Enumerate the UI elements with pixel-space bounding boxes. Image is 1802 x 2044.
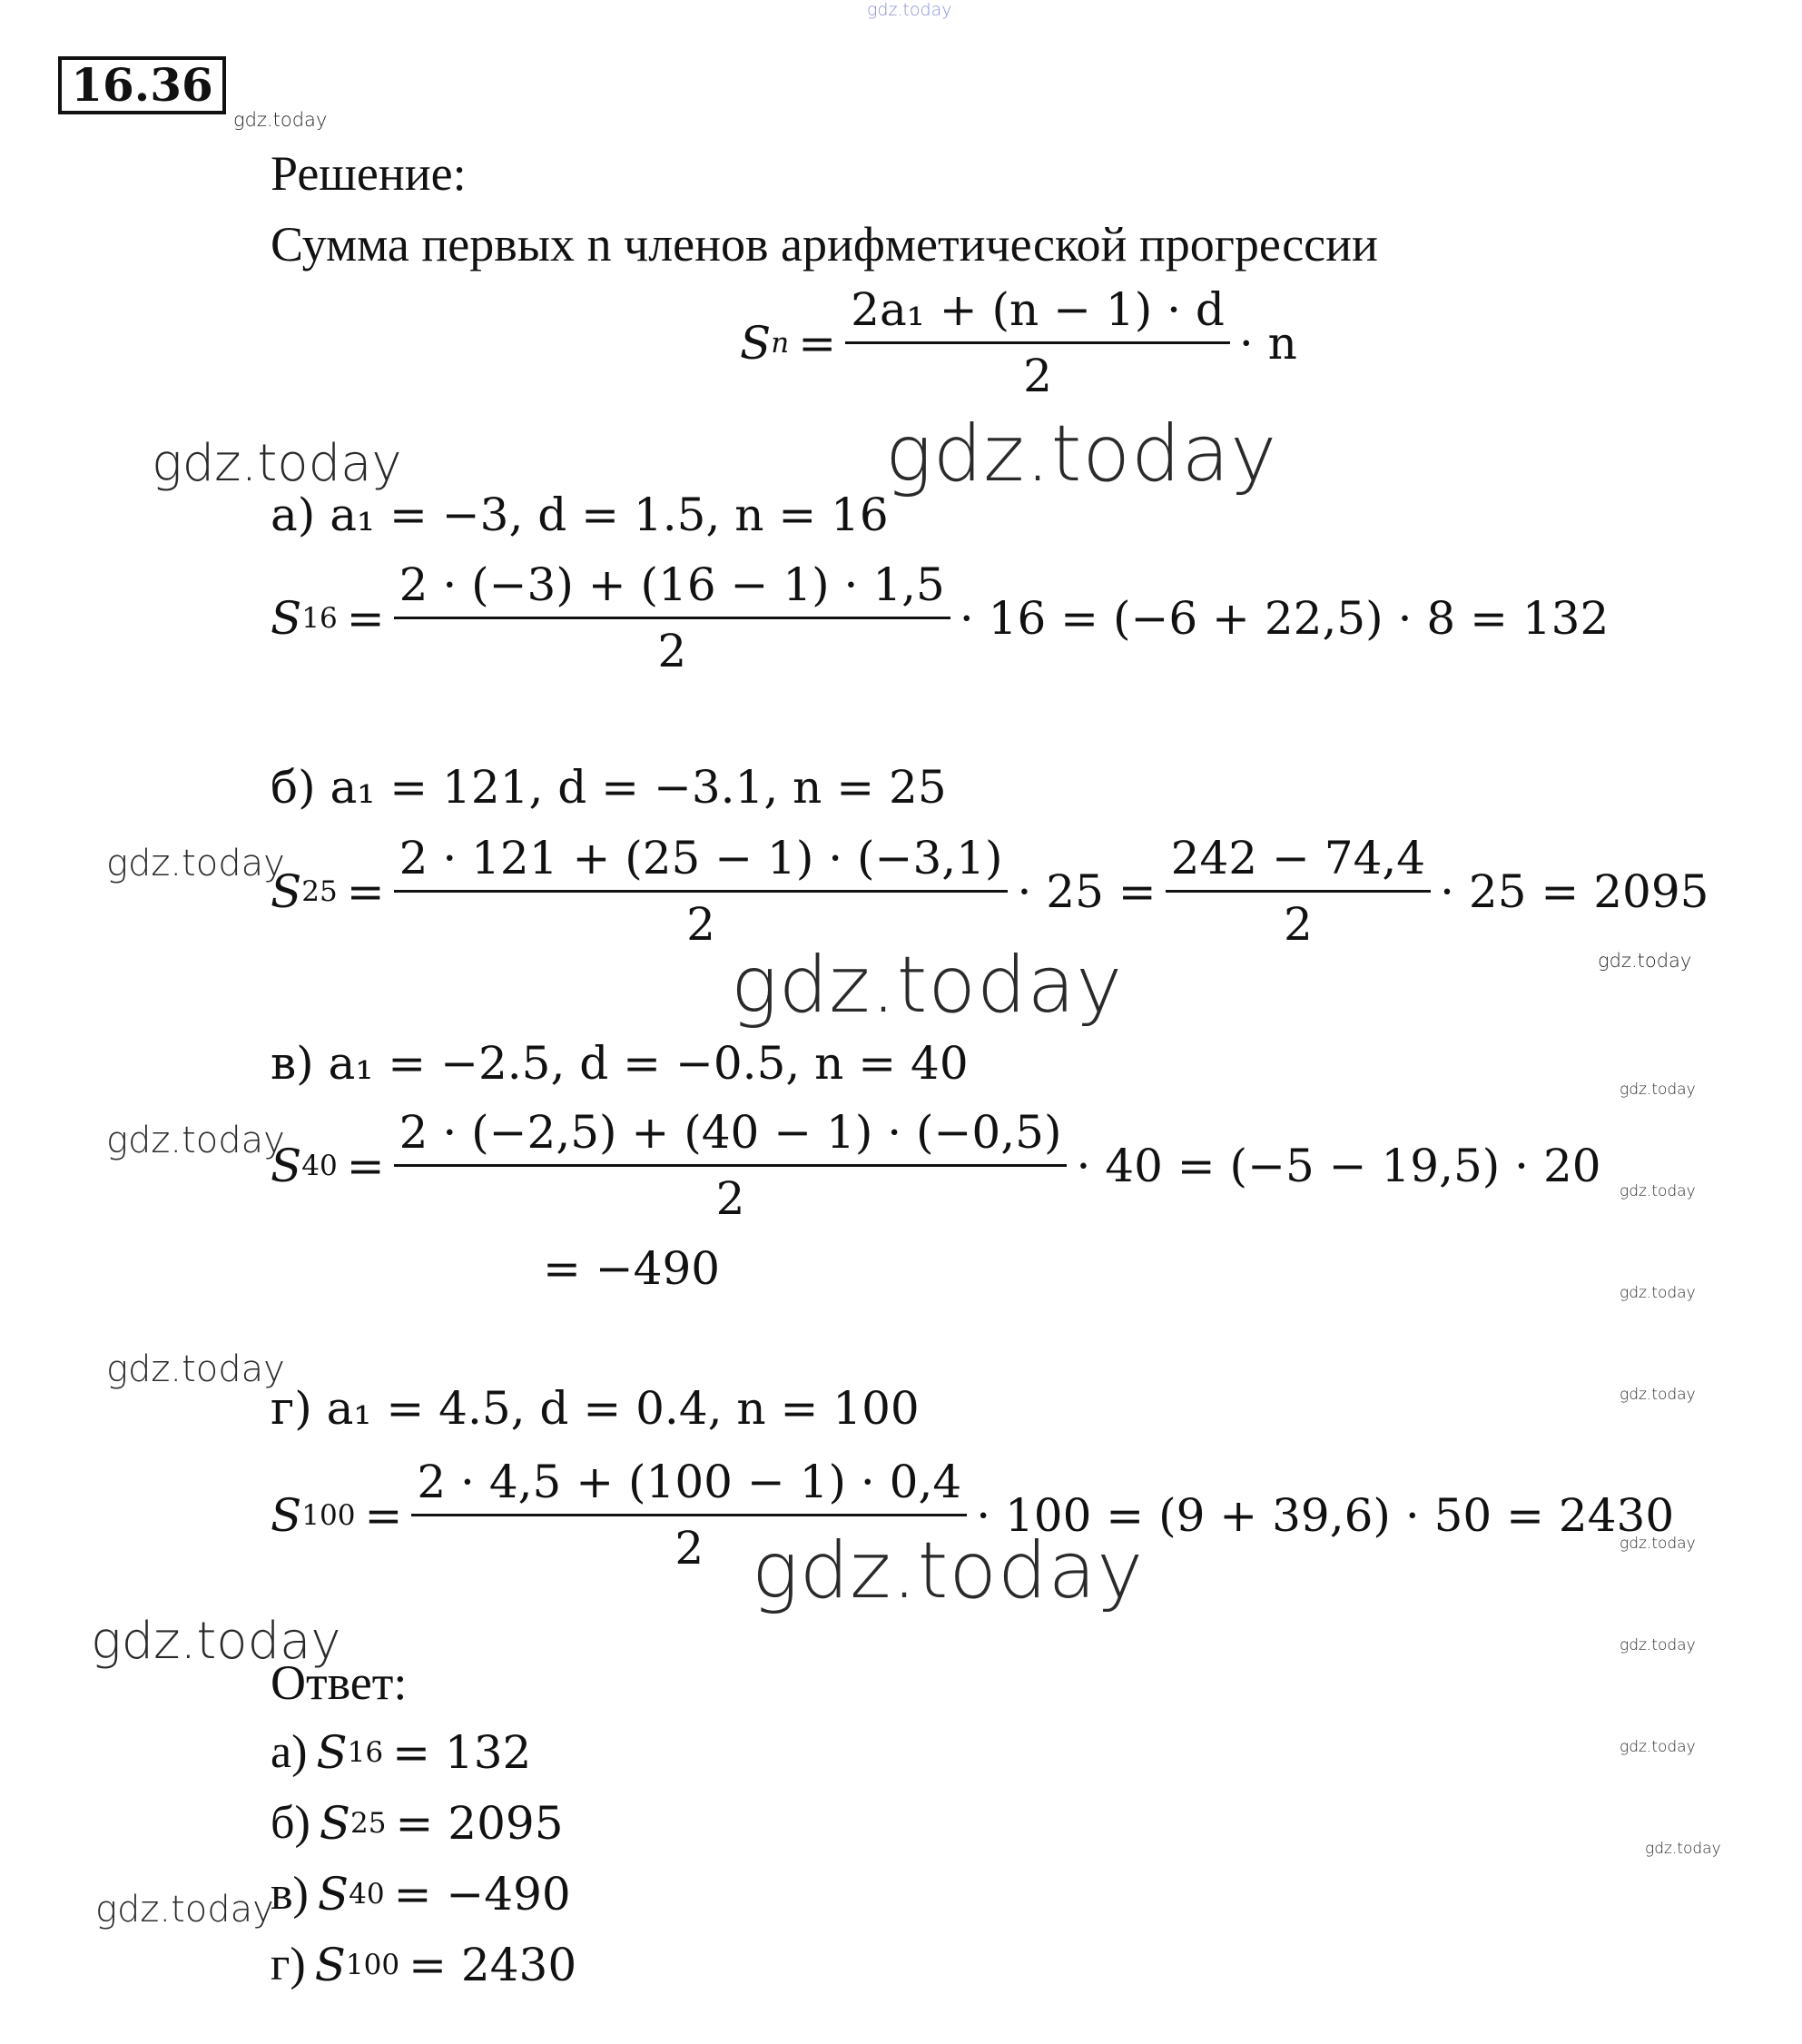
- watermark-small: gdz.today: [1620, 1182, 1696, 1200]
- part-b-denominator: 2: [686, 898, 715, 951]
- part-c-given: в) a₁ = −2.5, d = −0.5, n = 40: [271, 1037, 969, 1090]
- answer-c-sub: 40: [349, 1877, 385, 1911]
- answer-b-value: = 2095: [395, 1796, 564, 1850]
- part-b-fraction-2: [1166, 832, 1431, 951]
- part-d-given: г) a₁ = 4.5, d = 0.4, n = 100: [271, 1382, 920, 1435]
- part-b-equation: S 25 = $\frac{2 \cdot 121 + (25 - 1) \cdot (-3,1)}{2}$ · 25 = $\frac{242 - 74,4}{2}$ · 25 = 2095: [271, 832, 1709, 951]
- answer-b-lhs: S: [319, 1796, 351, 1850]
- watermark-medium: gdz.today: [95, 1889, 274, 1930]
- solution-label: Решение:: [271, 146, 467, 201]
- watermark-large: gdz.today: [752, 1526, 1145, 1616]
- part-c-denominator: 2: [715, 1172, 745, 1225]
- formula-fraction: [845, 283, 1230, 402]
- part-d-lhs: S: [271, 1488, 302, 1542]
- watermark-small: gdz.today: [1620, 1738, 1696, 1756]
- watermark-small: gdz.today: [233, 109, 328, 131]
- watermark-top: gdz.today: [867, 0, 952, 20]
- part-b-numerator-2: 242 − 74,4: [1166, 832, 1431, 893]
- watermark-large: gdz.today: [885, 409, 1278, 499]
- part-a-given: а) a₁ = −3, d = 1.5, n = 16: [271, 489, 889, 541]
- part-b-lhs: S: [271, 864, 302, 918]
- part-b-fraction: [394, 832, 1009, 951]
- part-d-equation: S 100 = $\frac{2 \cdot 4,5 + (100 - 1) \cdot 0,4}{2}$ · 100 = (9 + 39,6) · 50 = 2430: [271, 1456, 1675, 1575]
- part-a-equation: S 16 = $\frac{2 \cdot (-3) + (16 - 1) \cdot 1,5}{2}$ · 16 = (−6 + 22,5) · 8 = 132: [271, 558, 1610, 677]
- watermark-medium: gdz.today: [106, 843, 285, 884]
- part-b-lhs-sub: 25: [301, 874, 338, 908]
- part-c-tail: · 40 = (−5 − 19,5) · 20: [1076, 1139, 1601, 1192]
- answer-d-sub: 100: [345, 1948, 400, 1981]
- part-a-fraction: [394, 558, 950, 677]
- formula-lhs-sub: n: [771, 326, 790, 360]
- answer-label: Ответ:: [271, 1655, 408, 1710]
- watermark-small: gdz.today: [1620, 1535, 1696, 1553]
- answer-c-prefix: в): [271, 1868, 309, 1920]
- part-b-middle: · 25 =: [1017, 864, 1157, 918]
- answer-a-prefix: а): [271, 1726, 308, 1778]
- watermark-small: gdz.today: [1645, 1840, 1721, 1858]
- watermark-small: gdz.today: [1620, 1386, 1696, 1404]
- part-a-lhs-sub: 16: [301, 601, 338, 635]
- answer-b-prefix: б): [271, 1797, 310, 1849]
- answer-c-value: = −490: [393, 1867, 571, 1921]
- part-c-lhs-sub: 40: [301, 1149, 338, 1182]
- part-b-numerator: 2 · 121 + (25 − 1) · (−3,1): [394, 832, 1009, 893]
- watermark-small: gdz.today: [1598, 950, 1692, 972]
- watermark-medium: gdz.today: [91, 1612, 341, 1671]
- part-c-equation: S 40 = $\frac{2 \cdot (-2,5) + (40 - 1) \cdot (-0,5)}{2}$ · 40 = (−5 − 19,5) · 20: [271, 1106, 1601, 1225]
- watermark-medium: gdz.today: [152, 434, 402, 493]
- formula-numerator: 2a₁ + (n − 1) · d: [845, 283, 1230, 344]
- part-c-lhs: S: [271, 1139, 302, 1192]
- answer-b: [271, 1796, 564, 1850]
- part-d-lhs-sub: 100: [301, 1498, 356, 1532]
- answer-a-sub: 16: [347, 1735, 384, 1769]
- answer-a: [271, 1725, 531, 1779]
- answer-a-lhs: S: [316, 1725, 348, 1779]
- formula-denominator: 2: [1023, 350, 1052, 402]
- formula-lhs: S: [740, 316, 772, 370]
- problem-number: 16.36: [58, 56, 226, 114]
- part-b-tail: · 25 = 2095: [1440, 864, 1709, 918]
- part-a-lhs: S: [271, 591, 302, 645]
- part-b-given: б) a₁ = 121, d = −3.1, n = 25: [271, 761, 947, 814]
- part-d-fraction: [411, 1456, 967, 1575]
- part-a-numerator: 2 · (−3) + (16 − 1) · 1,5: [394, 558, 950, 619]
- watermark-large: gdz.today: [731, 940, 1124, 1031]
- intro-text: Сумма первых n членов арифметической прогрессии: [271, 217, 1378, 272]
- sum-formula: S n = $\frac{\text{2a₁ + (n − 1) · d}}{2}$ · n: [740, 283, 1297, 402]
- watermark-medium: gdz.today: [106, 1120, 285, 1161]
- answer-c-lhs: S: [317, 1867, 350, 1921]
- watermark-small: gdz.today: [1620, 1284, 1696, 1302]
- answer-c: [271, 1867, 571, 1921]
- answer-d-lhs: S: [314, 1938, 346, 1991]
- part-b-denominator-2: 2: [1283, 898, 1313, 951]
- part-d-denominator: 2: [675, 1522, 704, 1575]
- answer-d-prefix: г): [271, 1939, 306, 1990]
- formula-tail: · n: [1238, 316, 1297, 370]
- answer-b-sub: 25: [350, 1806, 387, 1840]
- part-c-result: = −490: [543, 1242, 721, 1295]
- part-a-tail: · 16 = (−6 + 22,5) · 8 = 132: [959, 591, 1610, 645]
- part-a-denominator: 2: [657, 625, 687, 677]
- answer-d-value: = 2430: [409, 1938, 577, 1991]
- part-c-fraction: [394, 1106, 1068, 1225]
- watermark-small: gdz.today: [1620, 1636, 1696, 1654]
- part-c-numerator: 2 · (−2,5) + (40 − 1) · (−0,5): [394, 1106, 1068, 1167]
- watermark-small: gdz.today: [1620, 1081, 1696, 1099]
- part-d-numerator: 2 · 4,5 + (100 − 1) · 0,4: [411, 1456, 967, 1516]
- answer-a-value: = 132: [392, 1725, 532, 1779]
- watermark-medium: gdz.today: [106, 1348, 285, 1390]
- answer-d: [271, 1938, 576, 1991]
- part-d-tail: · 100 = (9 + 39,6) · 50 = 2430: [976, 1488, 1675, 1542]
